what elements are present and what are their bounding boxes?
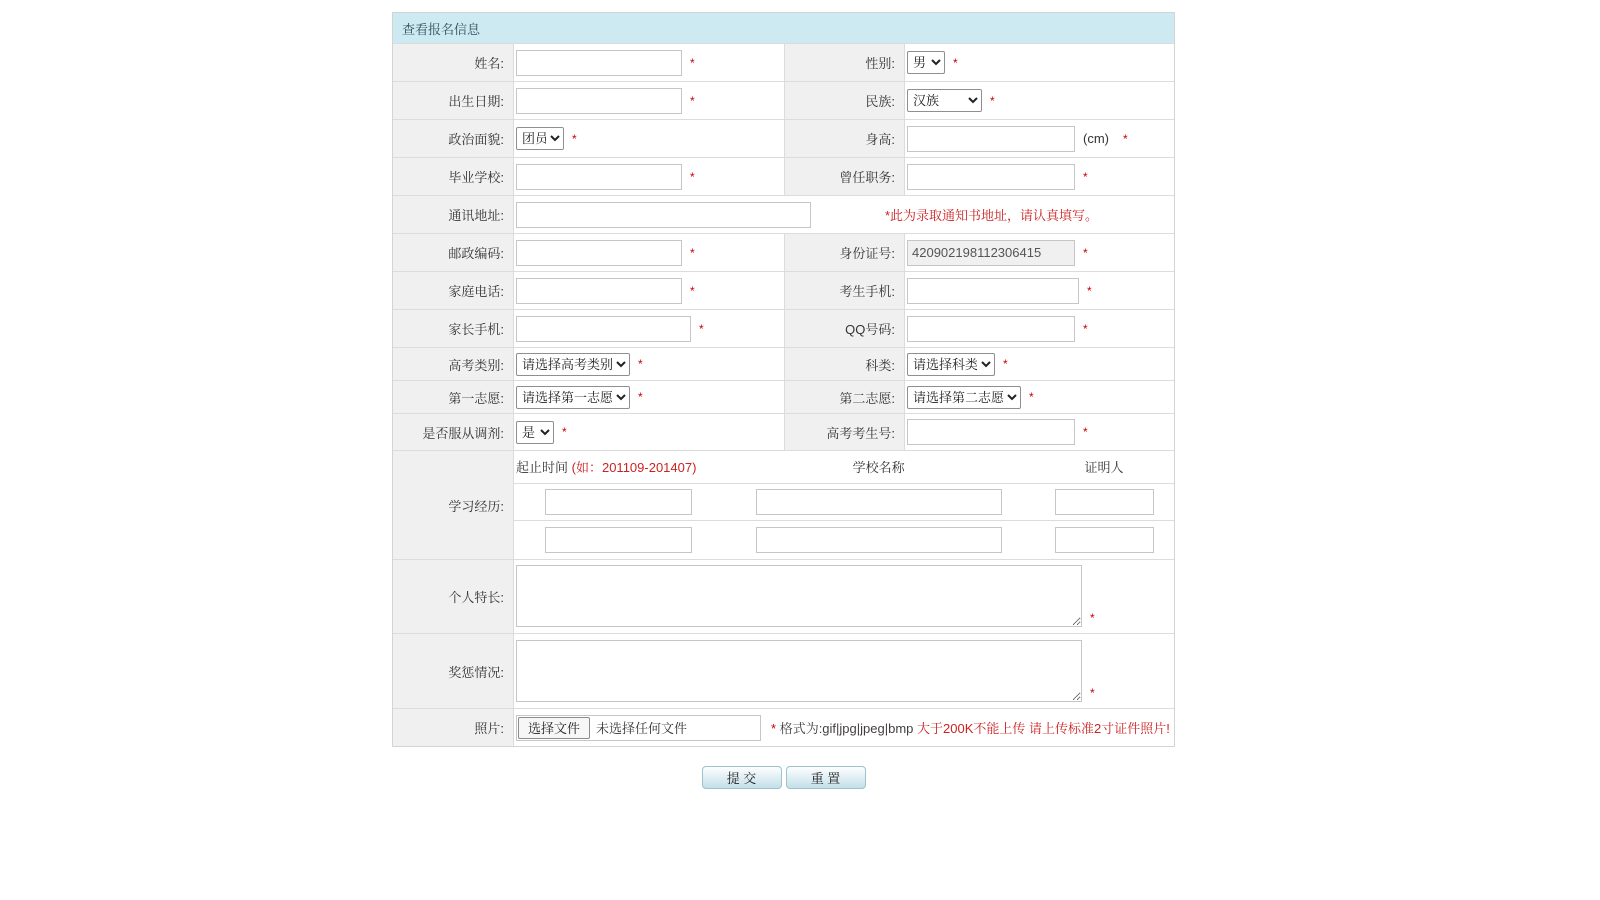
awards-textarea[interactable] <box>516 640 1082 702</box>
required-mark: * <box>638 357 643 371</box>
required-mark: * <box>1123 131 1128 146</box>
study-history-table <box>514 451 1174 559</box>
study-history-label: 学习经历: <box>393 451 514 559</box>
obey-adjustment-label: 是否服从调剂: <box>393 414 514 450</box>
home-phone-input[interactable] <box>516 278 682 304</box>
first-choice-label: 第一志愿: <box>393 381 514 413</box>
gaokao-number-label: 高考考生号: <box>785 414 905 450</box>
row-name-gender <box>393 43 1174 81</box>
political-label: 政治面貌: <box>393 120 514 157</box>
political-select[interactable] <box>516 127 564 150</box>
birthdate-input[interactable] <box>516 88 682 114</box>
required-mark: * <box>1090 686 1095 700</box>
row-homephone-mobile <box>393 271 1174 309</box>
required-mark: * <box>771 721 777 736</box>
row-adjust-number <box>393 413 1174 450</box>
row-parentmobile-qq <box>393 309 1174 347</box>
postcode-label: 邮政编码: <box>393 234 514 271</box>
row-birth-ethnicity <box>393 81 1174 119</box>
awards-label: 奖惩情况: <box>393 634 514 708</box>
required-mark: * <box>690 283 695 298</box>
obey-adjustment-select[interactable] <box>516 421 554 444</box>
row-school-position <box>393 157 1174 195</box>
required-mark: * <box>572 131 577 146</box>
grad-school-input[interactable] <box>516 164 682 190</box>
registration-form <box>392 12 1175 789</box>
required-mark: * <box>690 245 695 260</box>
required-mark: * <box>1083 245 1088 260</box>
form-title: 查看报名信息 <box>393 13 1174 43</box>
reset-button[interactable]: 重 置 <box>786 766 866 789</box>
grad-school-label: 毕业学校: <box>393 158 514 195</box>
address-input[interactable] <box>516 202 811 228</box>
ethnicity-label: 民族: <box>785 82 905 119</box>
choose-file-button[interactable]: 选择文件 <box>518 717 590 739</box>
gaokao-category-label: 高考类别: <box>393 348 514 380</box>
id-number-input <box>907 240 1075 266</box>
required-mark: * <box>990 93 995 108</box>
height-unit: (cm) <box>1083 131 1109 146</box>
study-col-time: 起止时间 (如：201109-201407) <box>516 460 697 476</box>
candidate-mobile-input[interactable] <box>907 278 1079 304</box>
required-mark: * <box>1083 425 1088 439</box>
study-col-time-example: (如：201109-201407) <box>571 460 697 476</box>
address-label: 通讯地址: <box>393 196 514 233</box>
photo-warn-hint: 大于200K不能上传 请上传标准2寸证件照片! <box>917 721 1170 736</box>
photo-file-input[interactable] <box>516 715 761 741</box>
qq-label: QQ号码: <box>785 310 905 347</box>
row-awards <box>393 633 1174 708</box>
row-photo <box>393 708 1174 746</box>
study-witness-input-1[interactable] <box>1055 489 1154 515</box>
address-hint: *此为录取通知书地址，请认真填写。 <box>885 208 1099 223</box>
candidate-mobile-label: 考生手机: <box>785 272 905 309</box>
row-specialty <box>393 559 1174 633</box>
required-mark: * <box>1083 321 1088 336</box>
required-mark: * <box>1029 390 1034 404</box>
parent-mobile-input[interactable] <box>516 316 691 342</box>
gaokao-category-select[interactable] <box>516 353 630 376</box>
name-input[interactable] <box>516 50 682 76</box>
qq-input[interactable] <box>907 316 1075 342</box>
required-mark: * <box>690 55 695 70</box>
required-mark: * <box>699 321 704 336</box>
first-choice-select[interactable] <box>516 386 630 409</box>
specialty-label: 个人特长: <box>393 560 514 633</box>
required-mark: * <box>1087 283 1092 298</box>
required-mark: * <box>1090 611 1095 625</box>
photo-format-hint: 格式为:gif|jpg|jpeg|bmp <box>779 721 914 736</box>
required-mark: * <box>953 55 958 70</box>
study-history-row-1 <box>514 484 1174 522</box>
row-study-history <box>393 450 1174 559</box>
former-position-input[interactable] <box>907 164 1075 190</box>
study-history-row-2 <box>514 521 1174 559</box>
gaokao-number-input[interactable] <box>907 419 1075 445</box>
subject-category-select[interactable] <box>907 353 995 376</box>
study-time-input-1[interactable] <box>545 489 692 515</box>
parent-mobile-label: 家长手机: <box>393 310 514 347</box>
row-political-height <box>393 119 1174 157</box>
second-choice-label: 第二志愿: <box>785 381 905 413</box>
former-position-label: 曾任职务: <box>785 158 905 195</box>
row-choices <box>393 380 1174 413</box>
study-time-input-2[interactable] <box>545 527 692 553</box>
required-mark: * <box>1003 357 1008 371</box>
gender-select[interactable] <box>907 51 945 74</box>
required-mark: * <box>690 93 695 108</box>
specialty-textarea[interactable] <box>516 565 1082 627</box>
row-address <box>393 195 1174 233</box>
study-school-input-1[interactable] <box>756 489 1002 515</box>
study-school-input-2[interactable] <box>756 527 1002 553</box>
row-postcode-id <box>393 233 1174 271</box>
required-mark: * <box>1083 169 1088 184</box>
ethnicity-select[interactable] <box>907 89 982 112</box>
height-input[interactable] <box>907 126 1075 152</box>
button-bar <box>392 766 1175 789</box>
registration-table <box>392 12 1175 747</box>
required-mark: * <box>638 390 643 404</box>
required-mark: * <box>562 425 567 439</box>
name-label: 姓名: <box>393 44 514 81</box>
required-mark: * <box>690 169 695 184</box>
gender-label: 性别: <box>785 44 905 81</box>
no-file-text: 未选择任何文件 <box>596 721 688 736</box>
subject-category-label: 科类: <box>785 348 905 380</box>
photo-label: 照片: <box>393 709 514 746</box>
second-choice-select[interactable] <box>907 386 1021 409</box>
birthdate-label: 出生日期: <box>393 82 514 119</box>
id-number-label: 身份证号: <box>785 234 905 271</box>
height-label: 身高: <box>785 120 905 157</box>
postcode-input[interactable] <box>516 240 682 266</box>
study-history-header <box>514 451 1174 484</box>
study-col-witness: 证明人 <box>1084 460 1124 476</box>
study-witness-input-2[interactable] <box>1055 527 1154 553</box>
row-category-subject <box>393 347 1174 380</box>
photo-hint <box>771 718 1170 737</box>
study-col-school: 学校名称 <box>852 460 905 476</box>
submit-button[interactable]: 提 交 <box>702 766 782 789</box>
home-phone-label: 家庭电话: <box>393 272 514 309</box>
